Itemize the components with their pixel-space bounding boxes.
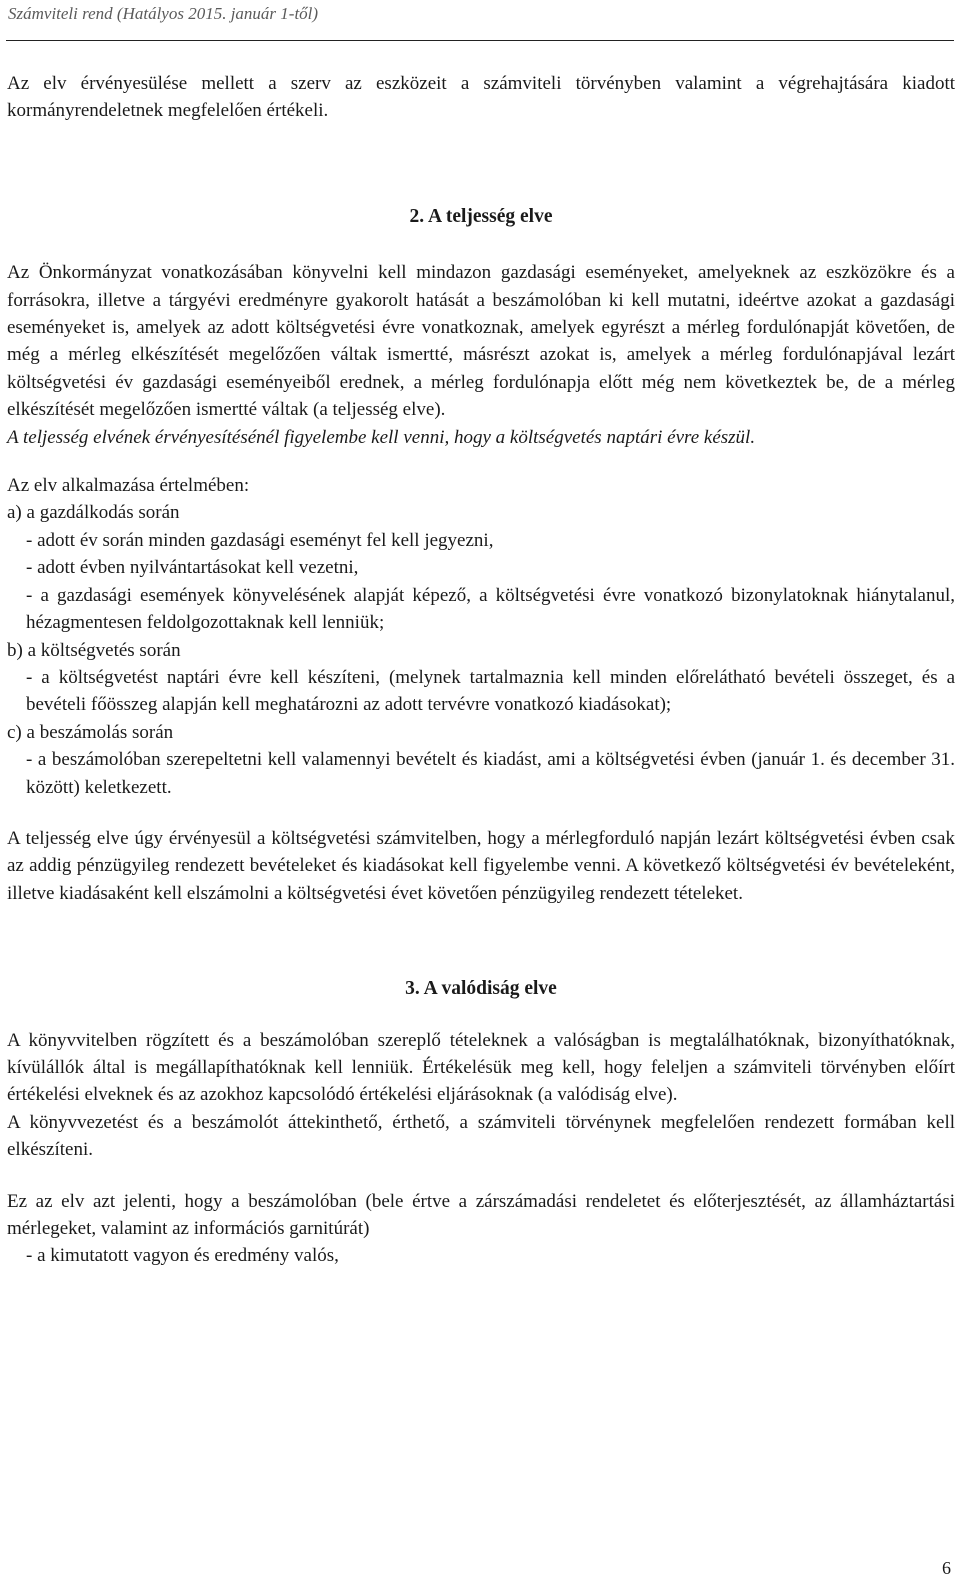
list-c-item: - a beszámolóban szerepeltetni kell valamennyi bevételt és kiadást, ami a költségvetési évben (január 1. és december 31. között) keletkezett.	[26, 749, 955, 798]
list-b-label: b) a költségvetés során	[7, 639, 181, 661]
running-header	[8, 4, 953, 38]
list-a-item: - a gazdasági események könyvelésének alapját képező, a költségvetési évre vonatkozó bizonylatoknak hiánytalanul, hézagmentesen feldolgozottaknak kell lenniük;	[26, 584, 955, 634]
intro-paragraph: Az elv érvényesülése mellett a szerv az eszközeit a számviteli törvényben valamint a végrehajtására kiadott kormányrendeletnek megfelelően értékeli.	[7, 73, 955, 122]
page-number: 6	[942, 1558, 951, 1578]
section-3-paragraph-2: A könyvvezetést és a beszámolót áttekinthető, érthető, a számviteli törvénynek megfelelően rendezett formában kell elkészíteni.	[7, 1111, 955, 1161]
section-3-paragraph-1: A könyvvitelben rögzített és a beszámolóban szereplő tételeknek a valóságban is megtalálhatóknak, bizonyíthatóknak, kívülállók által is megállapíthatóknak kell lenniük. Értékelésük meg kell, hogy feleljen a számviteli törvényben előírt értékelési elveknek és az azokhoz kapcsolódó értékelési eljárásoknak (a valódiság elve).	[7, 1029, 955, 1106]
list-intro: Az elv alkalmazása értelmében:	[7, 475, 250, 497]
list-b-item: - a költségvetést naptári évre kell készíteni, (melynek tartalmaznia kell minden előrelátható bevételi összeget, és a bevételi főösszeg alapján kell meghatározni az adott tervévre vonatkozó kiadásokat);	[26, 666, 955, 716]
running-title: Számviteli rend (Hatályos 2015. január 1-től)	[8, 4, 319, 23]
list-a-item: - adott év során minden gazdasági eseményt fel kell jegyezni,	[26, 529, 494, 551]
section-2-heading: 2. A teljesség elve	[409, 205, 553, 227]
list-c-label: c) a beszámolás során	[7, 721, 174, 743]
section-2-final-paragraph: A teljesség elve úgy érvényesül a költségvetési számvitelben, hogy a mérlegforduló napján lezárt költségvetési évben csak az addig pénzügyileg rendezett bevételeket és kiadásokat kell figyelembe venni. A következő költségvetési év bevételeként, illetve kiadásaként kell elszámolni a költségvetési évet követően pénzügyileg rendezett tételeket.	[7, 827, 955, 904]
section-3-list-item: - a kimutatott vagyon és eredmény valós,	[26, 1245, 339, 1267]
header-divider	[6, 40, 954, 41]
section-2-paragraph-1: Az Önkormányzat vonatkozásában könyvelni kell mindazon gazdasági eseményeket, amelyeknek az eszközökre és a forrásokra, illetve a tárgyévi eredményre gyakorolt hatását a beszámolóban ki kell mutatni, ideértve azokat a gazdasági eseményeket is, amelyek az adott költségvetési évre vonatkoznak, amelyek egyrészt a mérleg fordulónapját követően, de még a mérleg elkészítését megelőzően váltak ismertté, másrészt azokat is, amelyek a mérleg fordulónapjával lezárt költségvetési év gazdasági eseményeiből erednek, a mérleg fordulónapja előtt még nem következtek be, de a mérleg elkészítését megelőzően ismertté váltak (a teljesség elve).	[7, 262, 955, 421]
document-body	[7, 70, 955, 1270]
section-3-heading: 3. A valódiság elve	[405, 978, 557, 1000]
section-3-paragraph-3: Ez az elv azt jelenti, hogy a beszámolóban (bele értve a zárszámadási rendeletet és előterjesztését, az államháztartási mérlegeket, valamint az információs garnitúrát)	[7, 1190, 955, 1239]
list-a-item: - adott évben nyilvántartásokat kell vezetni,	[26, 557, 359, 579]
list-a-label: a) a gazdálkodás során	[7, 502, 180, 524]
section-2-italic-note: A teljesség elvének érvényesítésénél figyelembe kell venni, hogy a költségvetés naptári évre készül.	[7, 426, 756, 448]
